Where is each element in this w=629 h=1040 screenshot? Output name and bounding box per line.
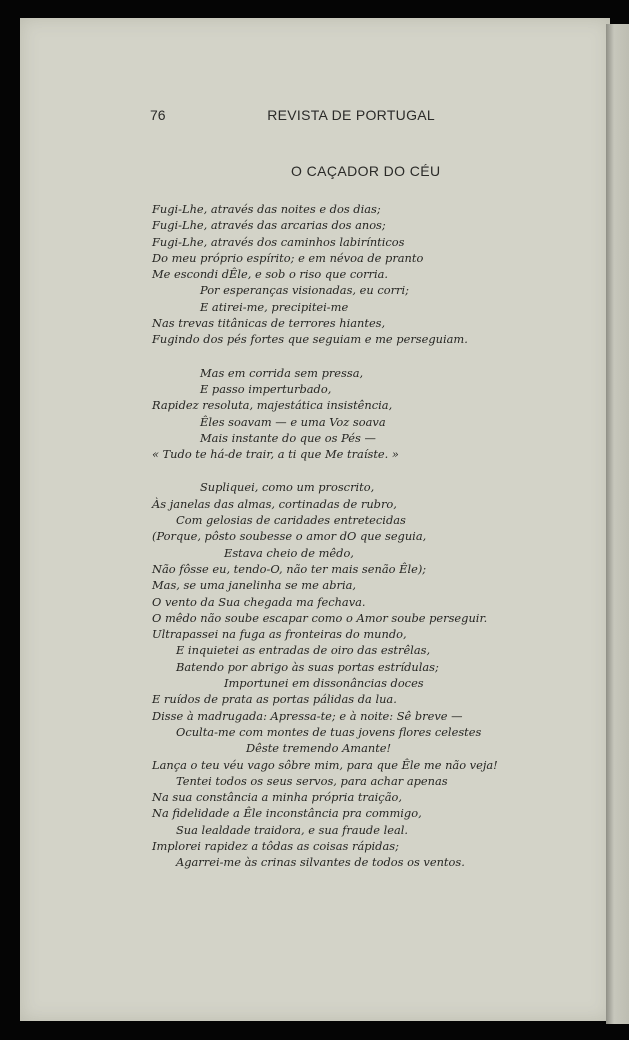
poem-line: Êles soavam — e uma Voz soava (200, 414, 386, 429)
stanza (152, 479, 602, 870)
poem-line: Às janelas das almas, cortinadas de rubro, (152, 496, 397, 511)
poem-line: Oculta-me com montes de tuas jovens flores celestes (176, 724, 482, 739)
poem-line: Fugi-Lhe, através das arcarias dos anos; (152, 218, 386, 233)
poem-title: O CAÇADOR DO CÉU (291, 163, 441, 179)
poem-line: E inquietei as entradas de oiro das estrêlas, (176, 643, 431, 658)
poem-line: Por esperanças visionadas, eu corri; (200, 283, 409, 298)
poem-line: « Tudo te há-de trair, a ti que Me traíste. » (152, 447, 399, 462)
poem-line: Na fidelidade a Êle inconstância pra commigo, (152, 806, 422, 821)
poem-line: Fugi-Lhe, através dos caminhos labirínticos (152, 234, 405, 249)
next-page-edge (606, 24, 629, 1024)
poem-line: Fugindo dos pés fortes que seguiam e me perseguiam. (152, 332, 468, 347)
poem-line: Ultrapassei na fuga as fronteiras do mundo, (152, 627, 407, 642)
poem-line: Fugi-Lhe, através das noites e dos dias; (152, 202, 381, 216)
poem-line: E atirei-me, precipitei-me (200, 299, 349, 314)
poem-line: Não fôsse eu, tendo-O, não ter mais senão Êle); (152, 561, 427, 576)
page-number: 76 (150, 107, 166, 123)
poem-line: Com gelosias de caridades entretecidas (176, 513, 406, 528)
poem-line: Tentei todos os seus servos, para achar apenas (176, 773, 448, 788)
poem-line: Disse à madrugada: Apressa-te; e à noite: Sê breve — (152, 708, 463, 723)
poem-line: E passo imperturbado, (200, 381, 332, 396)
poem-line: Do meu próprio espírito; e em névoa de pranto (152, 250, 424, 265)
journal-title: REVISTA DE PORTUGAL (267, 107, 435, 123)
stanza-break (152, 348, 602, 365)
poem-line: Rapidez resoluta, majestática insistência, (152, 398, 393, 413)
stanza (152, 365, 602, 463)
stanza-break (152, 462, 602, 479)
poem-line: Lança o teu véu vago sôbre mim, para que Êle me não veja! (152, 757, 498, 772)
poem-line: Na sua constância a minha própria traição, (152, 790, 402, 805)
poem-line: Agarrei-me às crinas silvantes de todos os ventos. (176, 855, 465, 870)
poem-line: Sua lealdade traidora, e sua fraude leal. (176, 822, 409, 837)
poem-line: E ruídos de prata as portas pálidas da lua. (152, 692, 397, 707)
poem-line: Implorei rapidez a tôdas as coisas rápidas; (152, 838, 399, 853)
poem-line: Batendo por abrigo às suas portas estrídulas; (176, 659, 439, 674)
poem-line: Nas trevas titânicas de terrores hiantes, (152, 316, 386, 331)
poem-line: Supliquei, como um proscrito, (200, 480, 375, 495)
stanza (152, 201, 602, 348)
poem-line: Mais instante do que os Pés — (200, 430, 376, 445)
poem-line: Mas, se uma janelinha se me abria, (152, 578, 357, 593)
running-header (150, 107, 435, 129)
poem-line: Importunei em dissonâncias doces (224, 676, 424, 691)
poem-line: Mas em corrida sem pressa, (200, 365, 364, 380)
poem-line: Estava cheio de mêdo, (224, 545, 354, 560)
poem-line: Me escondi dÊle, e sob o riso que corria. (152, 267, 389, 282)
poem-line: O mêdo não soube escapar como o Amor soube perseguir. (152, 610, 488, 625)
poem-line: Dêste tremendo Amante! (246, 741, 392, 756)
poem-line: O vento da Sua chegada ma fechava. (152, 594, 366, 609)
poem-body (152, 201, 602, 871)
poem-line: (Porque, pôsto soubesse o amor dO que seguia, (152, 529, 427, 544)
